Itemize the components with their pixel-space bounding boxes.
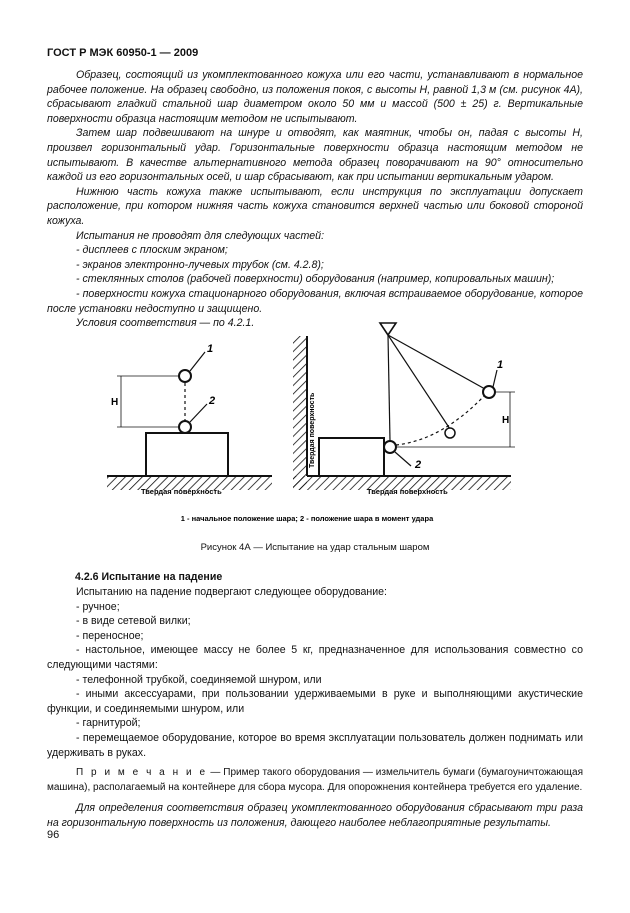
- paragraph: Для определения соответствия образец укомплектованного оборудования сбрасывают три раза на горизонтальную поверхность из положения, дающего наиболее неблагоприятные результаты.: [47, 802, 583, 829]
- specimen-box: [146, 433, 228, 476]
- paragraph: Испытания не проводят для следующих частей:: [76, 229, 325, 242]
- note-text: — Пример такого оборудования — измельчитель бумаги (бумагоуничтожающая машина), располагаемый на контейнере для сбора мусора. Для опорожнения контейнера требуется его удаление.: [47, 767, 584, 793]
- list-item: - настольное, имеющее массу не более 5 кг, предназначенное для использования совместно со следующими частями:: [47, 644, 583, 671]
- ball-impact: [179, 421, 191, 433]
- swing-arc: [396, 395, 485, 445]
- list-item: - стеклянных столов (рабочей поверхности) оборудования (например, копировальных машин);: [76, 273, 555, 286]
- note: [47, 766, 583, 795]
- pivot-icon: [380, 323, 396, 335]
- vertical-surface-label: Твердая поверхность: [309, 392, 316, 468]
- leader-line: [190, 404, 207, 422]
- surface-label: Твердая поверхность: [367, 487, 448, 496]
- label-h: H: [111, 397, 119, 408]
- paragraph: Затем шар подвешивают на шнуре и отводят, как маятник, чтобы он, падая с высоты H, произвел горизонтальный удар. Горизонтальные поверхности образца настоящим методом не испытывают. В качестве альтернативного метода образец поворачивают на 90° относительно каждой из его горизонтальных осей, и шар сбрасывают, как при испытании вертикальным ударом.: [47, 127, 583, 184]
- list-item: - ручное;: [76, 600, 120, 613]
- figure-4a: [97, 318, 517, 528]
- ball-initial: [483, 386, 495, 398]
- list-item: - экранов электронно-лучевых трубок (см. 4.2.8);: [76, 258, 324, 271]
- list-item: - гарнитурой;: [76, 717, 141, 730]
- list-item: - телефонной трубкой, соединяемой шнуром, или: [76, 673, 322, 686]
- ball-impact: [384, 441, 396, 453]
- leader-line: [190, 352, 205, 371]
- wall-hatch: [293, 336, 307, 490]
- surface-label: Твердая поверхность: [141, 487, 222, 496]
- paragraph: Образец, состоящий из укомплектованного кожуха или его части, устанавливают в нормальное рабочее положение. На образец свободно, из положения покоя, с высоты H, равной 1,3 м (см. рисунок 4А), сбрасывают гладкий стальной шар диаметром около 50 мм и массой (500 ± 25) г. Вертикальные поверхности образца настоящим методом не испытывают.: [47, 69, 583, 125]
- label-1: 1: [207, 343, 214, 355]
- figure-legend: 1 - начальное положение шара; 2 - положение шара в момент удара: [180, 514, 434, 523]
- ball-midswing: [445, 428, 455, 438]
- leader-line: [395, 452, 411, 466]
- label-2: 2: [209, 395, 216, 407]
- list-item: - дисплеев с плоским экраном;: [76, 244, 228, 257]
- list-item: - перемещаемое оборудование, которое во время эксплуатации пользователь должен поднимать или удерживать в руках.: [47, 731, 583, 759]
- leader-line: [493, 370, 497, 387]
- label-1: 1: [497, 359, 504, 371]
- list-item: - в виде сетевой вилки;: [76, 615, 191, 628]
- top-text-block: [47, 68, 583, 331]
- paragraph: Нижнюю часть кожуха также испытывают, если инструкция по эксплуатации допускает расположение, при котором нижняя часть кожуха становится верхней частью или боковой стороной кожуха.: [47, 185, 583, 227]
- label-h: H: [502, 415, 510, 426]
- right-diagram: [293, 323, 515, 496]
- ball-initial: [179, 370, 191, 382]
- list-item: - иными аксессуарами, при пользовании удерживаемыми в руке и выполняющими акустические функции, и соединяемыми шнуром, или: [47, 688, 583, 715]
- figure-caption: Рисунок 4А — Испытание на удар стальным шаром: [200, 542, 430, 553]
- note-label: П р и м е ч а н и е: [76, 767, 208, 779]
- pendulum-string-vertical: [388, 335, 390, 441]
- section-title: 4.2.6 Испытание на падение: [75, 571, 223, 583]
- left-diagram: [107, 343, 272, 496]
- section-text-block: [47, 585, 583, 831]
- paragraph: Условия соответствия — по 4.2.1.: [76, 317, 255, 330]
- pendulum-string-initial: [388, 335, 485, 389]
- pendulum-string-mid: [388, 335, 450, 429]
- list-item: - переносное;: [76, 629, 144, 642]
- document-header: ГОСТ Р МЭК 60950-1 — 2009: [47, 47, 199, 59]
- page-number: 96: [47, 829, 60, 841]
- specimen-box: [319, 438, 384, 476]
- paragraph: Испытанию на падение подвергают следующее оборудование:: [76, 586, 387, 598]
- label-2: 2: [415, 459, 422, 471]
- list-item: - поверхности кожуха стационарного оборудования, включая встраиваемое оборудование, которое после установки недоступно и защищено.: [47, 287, 583, 315]
